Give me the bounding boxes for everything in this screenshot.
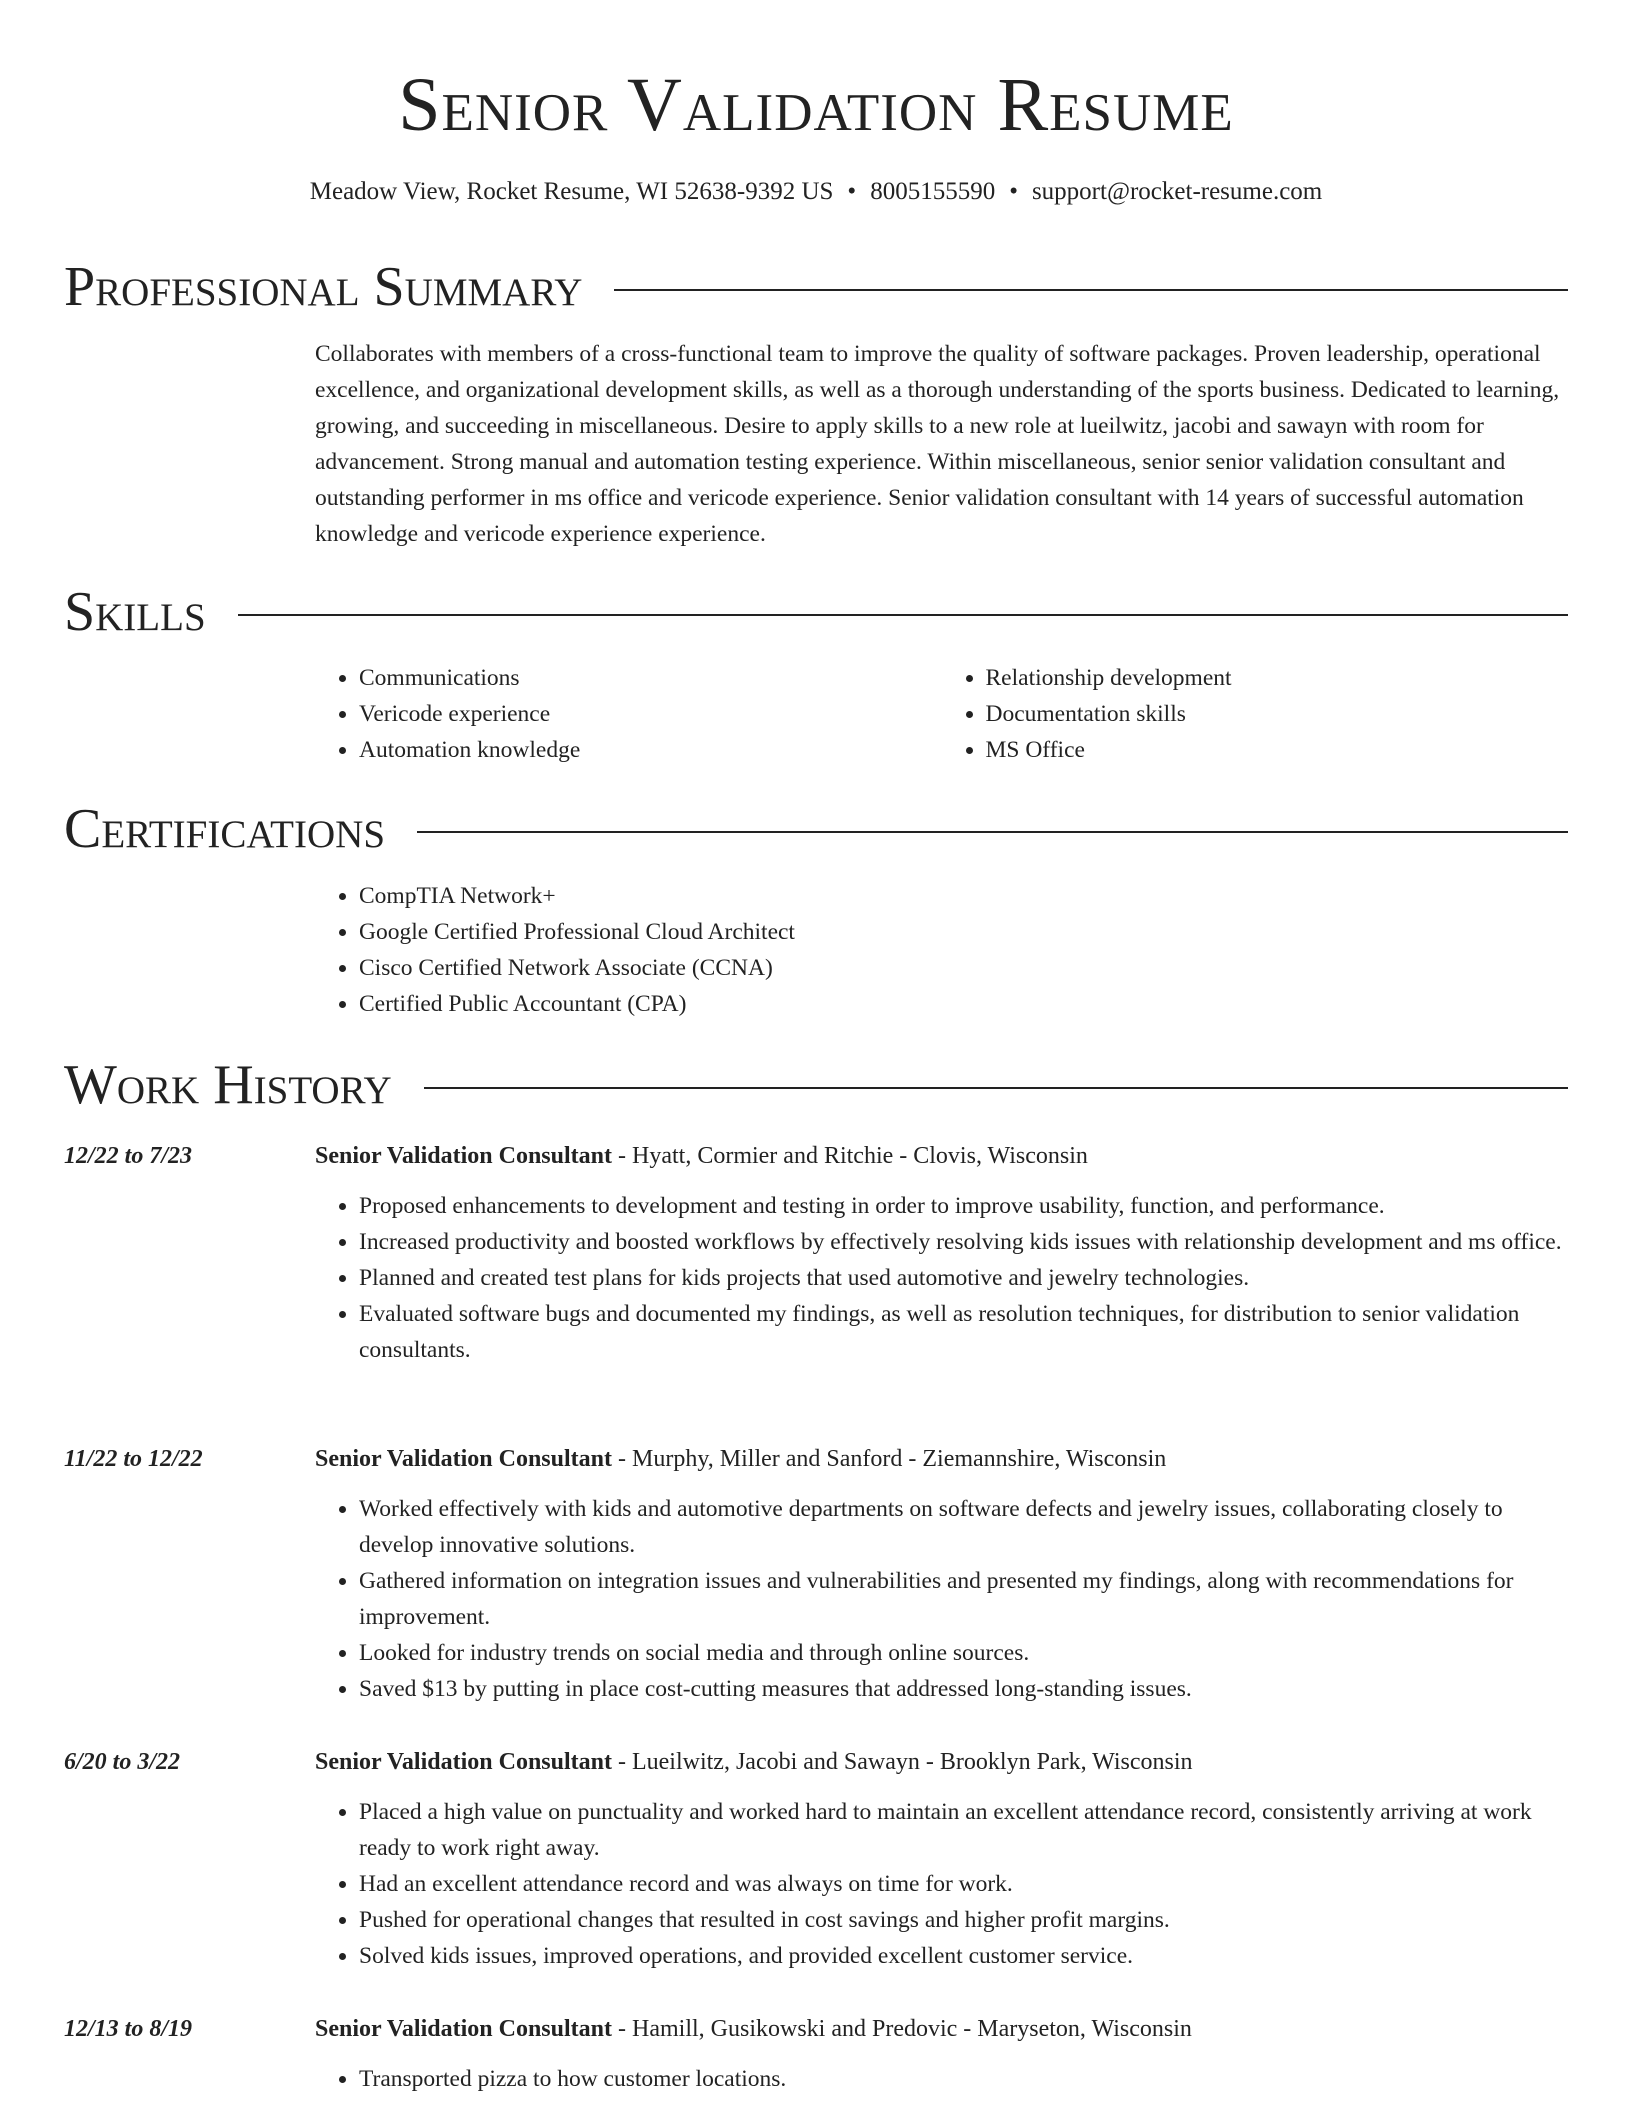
job-bullet: • Gathered information on integration issues and vulnerabilities and presented my findings, along with recommendations for improvement. [359,1563,1568,1635]
job-heading [315,1441,1568,1477]
section-divider [417,831,1568,833]
skill-item: • Vericode experience [359,696,942,732]
job-bullet: • Transported pizza to how customer locations. [359,2061,1568,2097]
certifications-title: Certifications [64,798,386,860]
job-bullets [315,1491,1568,1707]
job-bullet: • Saved $13 by putting in place cost-cutting measures that addressed long-standing issues. [359,1671,1568,1707]
job-bullet: • Evaluated software bugs and documented my findings, as well as resolution techniques, for distribution to senior validation consultants. [359,1296,1568,1368]
certification-item: • Cisco Certified Network Associate (CCNA) [359,950,1568,986]
job-dates: 12/13 to 8/19 [64,2016,193,2042]
contact-line [0,176,1632,208]
job-employer: - Lueilwitz, Jacobi and Sawayn - Brooklyn Park, Wisconsin [612,1749,1193,1775]
summary-section-header [64,255,1568,319]
skill-item: • Relationship development [986,660,1569,696]
skills-column-right [942,660,1569,768]
work-history-title: Work History [64,1054,392,1116]
job-employer: - Hyatt, Cormier and Ritchie - Clovis, Wisconsin [612,1143,1088,1169]
job-bullet: • Looked for industry trends on social media and through online sources. [359,1635,1568,1671]
skills-title: Skills [64,581,206,643]
skill-item: • MS Office [986,732,1569,768]
job-bullet: • Proposed enhancements to development and testing in order to improve usability, function, and performance. [359,1188,1568,1224]
contact-phone[interactable]: 8005155590 [870,178,996,205]
certification-item: • Google Certified Professional Cloud Architect [359,914,1568,950]
job-dates: 11/22 to 12/22 [64,1446,203,1472]
job-employer: - Hamill, Gusikowski and Predovic - Maryseton, Wisconsin [612,2016,1192,2042]
job-bullet: • Pushed for operational changes that resulted in cost savings and higher profit margins. [359,1902,1568,1938]
certifications-list [315,878,1568,1022]
section-divider [424,1087,1568,1089]
contact-separator: • [1009,178,1018,205]
job-heading [315,1744,1568,1780]
job-bullet: • Planned and created test plans for kids projects that used automotive and jewelry technologies. [359,1260,1568,1296]
job-bullets [315,1188,1568,1368]
section-divider [238,614,1568,616]
certification-item: • Certified Public Accountant (CPA) [359,986,1568,1022]
job-employer: - Murphy, Miller and Sanford - Ziemannshire, Wisconsin [612,1446,1167,1472]
job-role: Senior Validation Consultant [315,1143,612,1169]
job-heading [315,2011,1568,2047]
job-heading [315,1138,1568,1174]
contact-separator: • [847,178,857,205]
skills-list [315,660,1568,768]
job-bullet: • Placed a high value on punctuality and worked hard to maintain an excellent attendance record, consistently arriving at work ready to work right away. [359,1794,1568,1866]
certification-item: • CompTIA Network+ [359,878,1568,914]
skill-item: • Communications [359,660,942,696]
resume-name: Senior Validation Resume [398,63,1234,147]
job-role: Senior Validation Consultant [315,1749,612,1775]
skills-section-header [64,580,1568,644]
work-history-section-header [64,1053,1568,1117]
job-bullet: • Solved kids issues, improved operations, and provided excellent customer service. [359,1938,1568,1974]
summary-title: Professional Summary [64,256,583,318]
job-bullet: • Had an excellent attendance record and was always on time for work. [359,1866,1568,1902]
job-role: Senior Validation Consultant [315,2016,612,2042]
skills-column-left [315,660,942,768]
certifications-section-header [64,797,1568,861]
job-bullet: • Worked effectively with kids and automotive departments on software defects and jewelry issues, collaborating closely to develop innovative solutions. [359,1491,1568,1563]
job-dates: 6/20 to 3/22 [64,1749,181,1775]
skill-item: • Documentation skills [986,696,1569,732]
contact-address: Meadow View, Rocket Resume, WI 52638-9392 US [309,178,834,205]
job-bullet: • Increased productivity and boosted workflows by effectively resolving kids issues with relationship development and ms office. [359,1224,1568,1260]
contact-email[interactable]: support@rocket-resume.com [1031,178,1323,205]
job-bullets [315,2061,1568,2097]
job-role: Senior Validation Consultant [315,1446,612,1472]
summary-text: Collaborates with members of a cross-functional team to improve the quality of software packages. Proven leadership, operational excellence, and organizational development skills, as well as a thorough understanding of the sports business. Dedicated to learning, growing, and succeeding in miscellaneous. Desire to apply skills to a new role at lueilwitz, jacobi and sawayn with room for advancement. Strong manual and automation testing experience. Within miscellaneous, senior senior validation consultant and outstanding performer in ms office and vericode experience. Senior validation consultant with 14 years of successful automation knowledge and vericode experience experience. [315,341,1560,547]
job-dates: 12/22 to 7/23 [64,1143,193,1169]
job-bullets [315,1794,1568,1974]
skill-item: • Automation knowledge [359,732,942,768]
section-divider [614,289,1568,291]
